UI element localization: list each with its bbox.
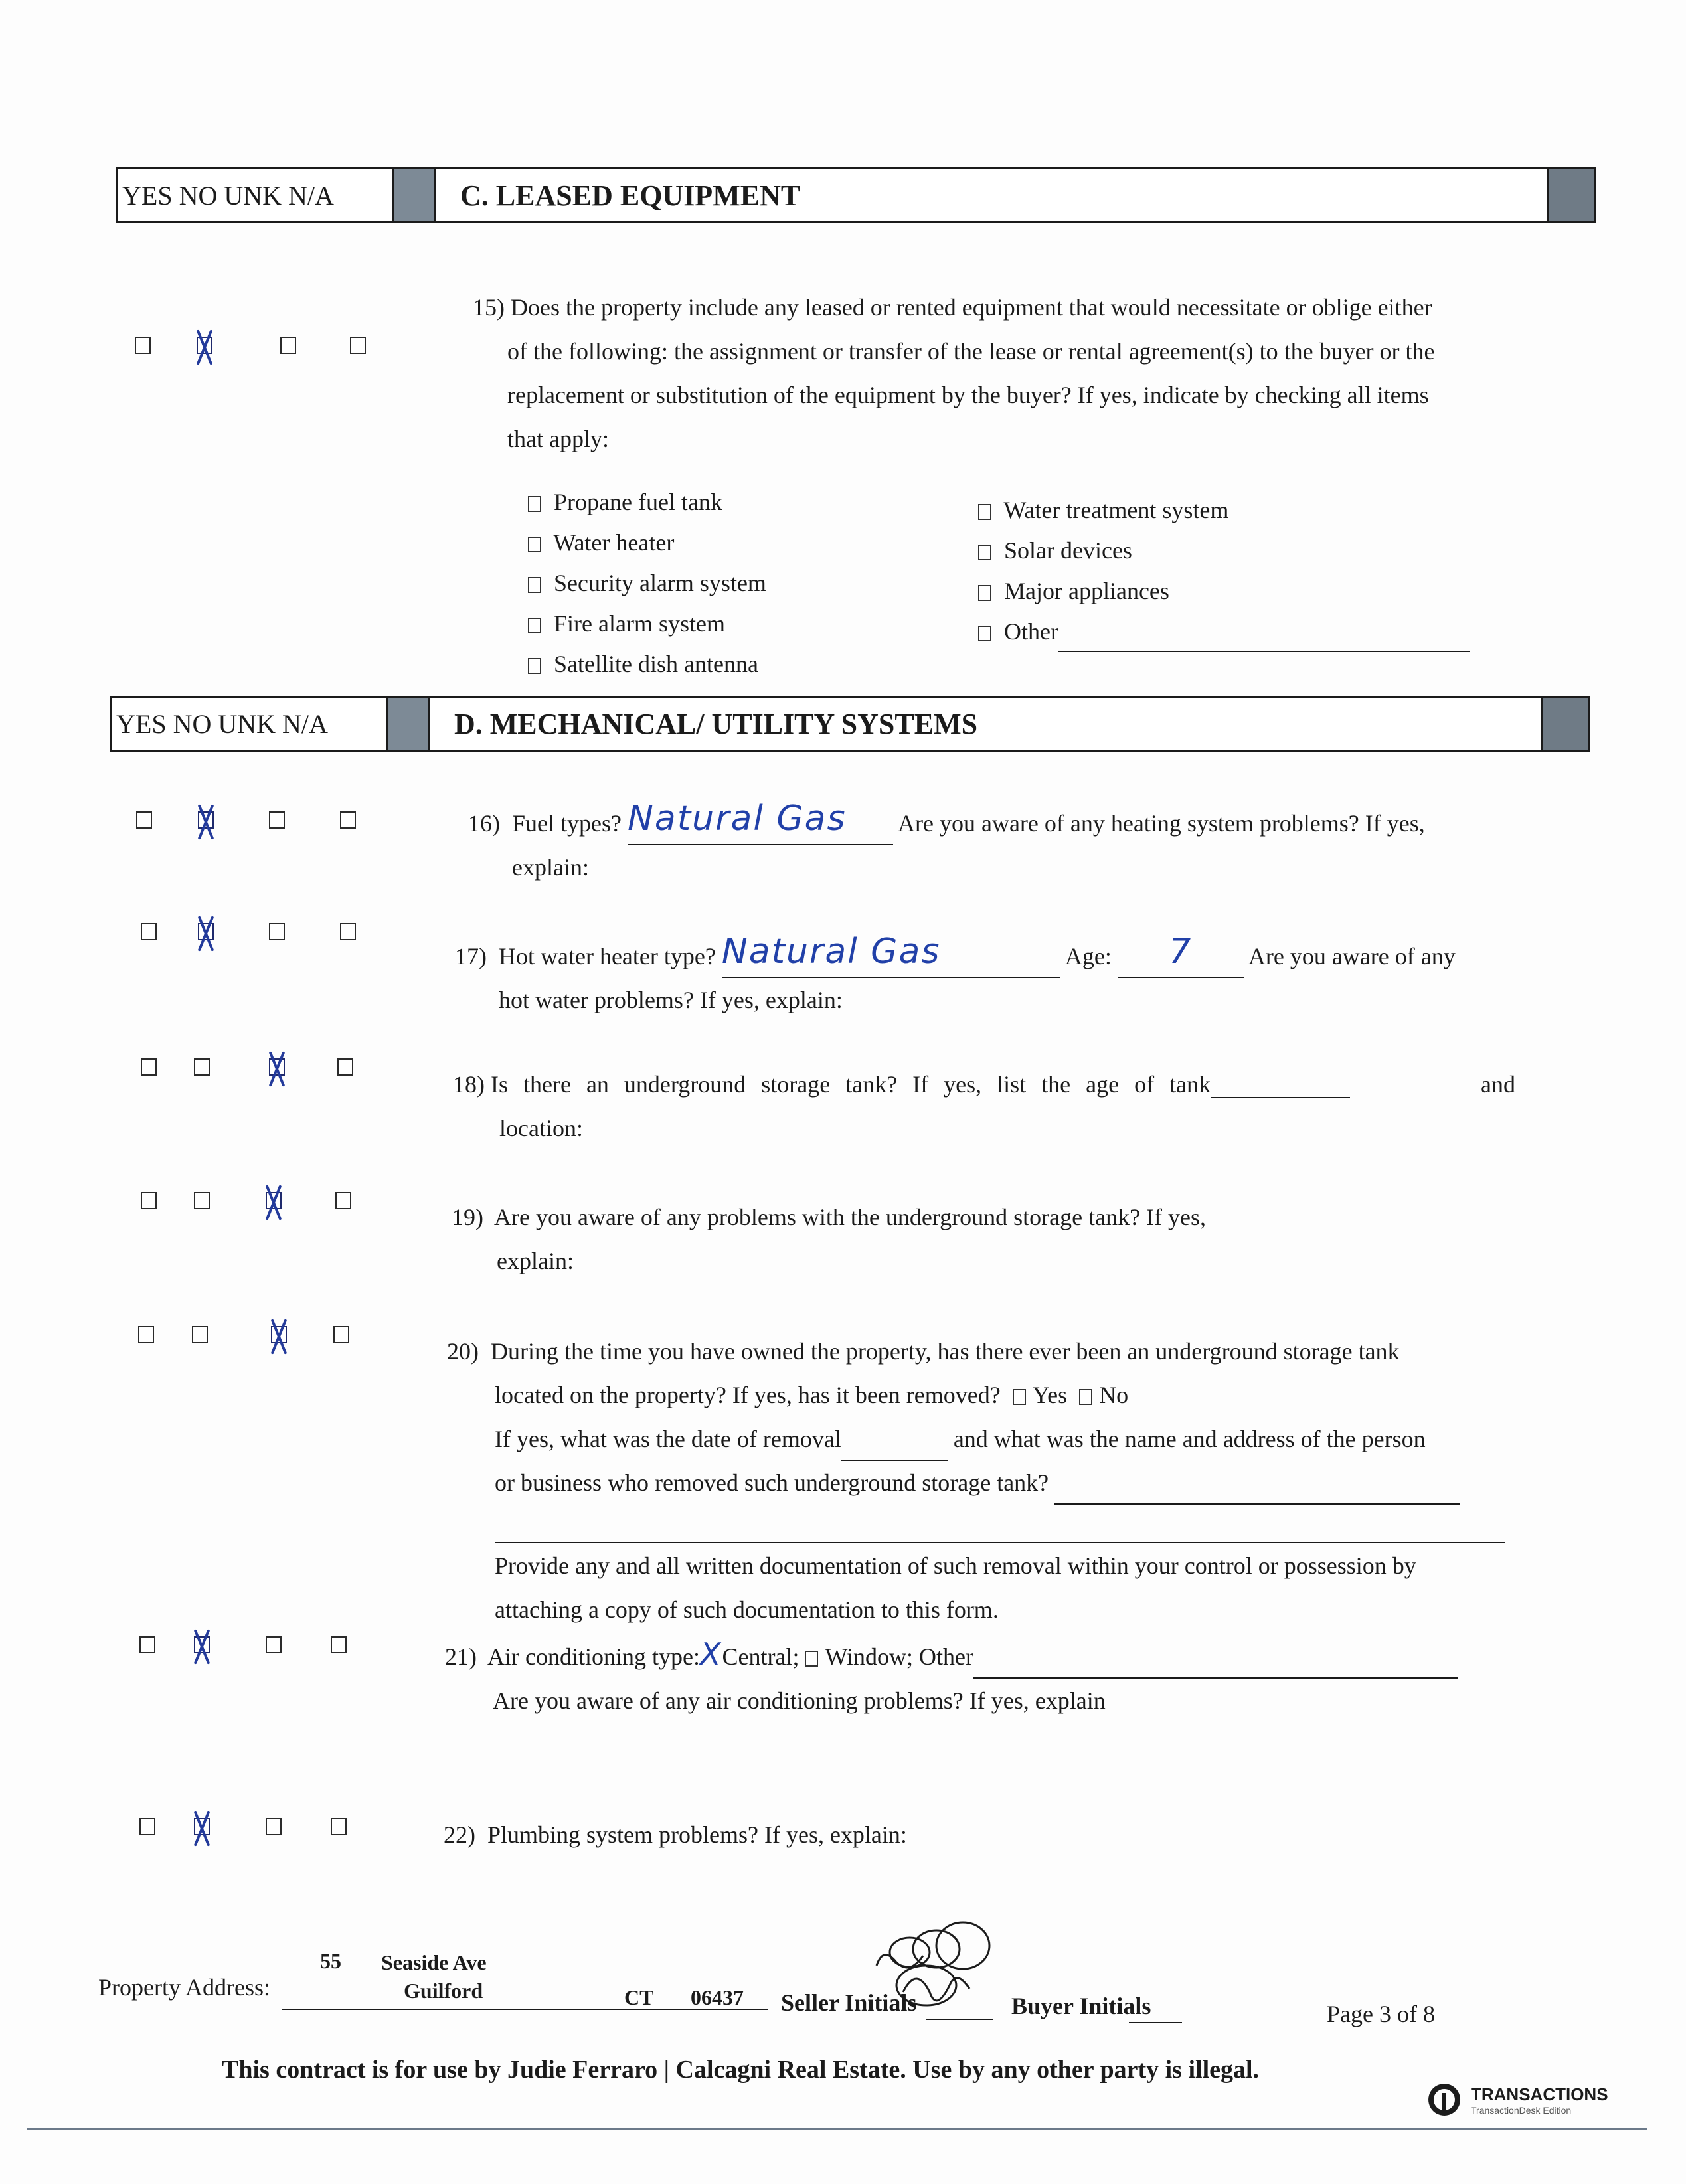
q17-text	[455, 930, 1544, 1022]
q17-age-answer: 7	[1169, 932, 1193, 971]
q17-post: Are you aware of any	[1248, 943, 1456, 969]
q15-no-checkbox[interactable]	[197, 337, 212, 354]
q20-yes-label: Yes	[1032, 1382, 1068, 1408]
option-label: Fire alarm system	[554, 610, 725, 637]
q15-line3: replacement or substitution of the equipment by the buyer? If yes, indicate by checking all items	[507, 382, 1429, 408]
option-checkbox[interactable]	[978, 545, 991, 560]
q16-text	[468, 797, 1544, 889]
q17-age-field[interactable]	[1118, 930, 1244, 978]
q21-no-checkbox[interactable]	[194, 1636, 210, 1653]
q17-unk-checkbox[interactable]	[269, 923, 285, 940]
q16-post: Are you aware of any heating system problems? If yes,	[898, 810, 1425, 837]
q20-line3b: and what was the name and address of the person	[953, 1426, 1426, 1452]
q19-unk-checkbox[interactable]	[266, 1192, 282, 1209]
section-d-header	[110, 696, 1590, 752]
buyer-initials-label: Buyer Initials	[1011, 1993, 1151, 2019]
q15-line1: Does the property include any leased or rented equipment that would necessitate or oblige either	[511, 294, 1432, 321]
option-label: Water heater	[553, 529, 675, 556]
option-security-alarm[interactable]	[528, 563, 766, 604]
q21-window-checkbox[interactable]	[805, 1651, 818, 1667]
q17-no-checkbox[interactable]	[198, 923, 214, 940]
section-c-title: C. LEASED EQUIPMENT	[460, 179, 801, 212]
q17-type-answer: Natural Gas	[721, 932, 941, 971]
logo-subtext: TransactionDesk Edition	[1471, 2104, 1572, 2116]
q16-fuel-answer: Natural Gas	[627, 799, 847, 839]
q19-no-checkbox[interactable]	[194, 1192, 210, 1209]
street-name: Seaside Ave	[381, 1950, 487, 1974]
q20-remover-field[interactable]	[1054, 1470, 1460, 1505]
seller-initials-signature[interactable]	[863, 1899, 1009, 2032]
q19-yes-checkbox[interactable]	[141, 1192, 157, 1209]
q16-unk-checkbox[interactable]	[269, 811, 285, 829]
option-solar[interactable]	[978, 531, 1470, 571]
q21-na-checkbox[interactable]	[331, 1636, 347, 1653]
q20-number: 20)	[447, 1338, 479, 1365]
option-label: Security alarm system	[554, 570, 766, 596]
q15-yes-checkbox[interactable]	[135, 337, 151, 354]
q20-line4: or business who removed such underground storage tank?	[495, 1470, 1049, 1496]
q20-date-field[interactable]	[841, 1426, 948, 1461]
property-address-label: Property Address:	[98, 1974, 270, 2001]
option-checkbox[interactable]	[528, 537, 541, 552]
q19-na-checkbox[interactable]	[335, 1192, 351, 1209]
option-checkbox[interactable]	[978, 504, 991, 520]
q20-na-checkbox[interactable]	[333, 1326, 349, 1343]
q18-number: 18)	[453, 1071, 485, 1098]
q21-central-label: Central;	[722, 1643, 800, 1670]
q20-remover-line-2[interactable]	[495, 1542, 1505, 1543]
q15-line2: of the following: the assignment or transfer of the lease or rental agreement(s) to the buyer or the	[507, 338, 1435, 365]
option-checkbox[interactable]	[978, 585, 991, 601]
option-checkbox[interactable]	[978, 626, 991, 641]
option-label: Satellite dish antenna	[554, 651, 758, 677]
q16-no-checkbox[interactable]	[198, 811, 214, 829]
header-shade	[394, 169, 436, 221]
seller-initials-label: Seller Initials	[781, 1989, 917, 2016]
q18-na-checkbox[interactable]	[337, 1058, 353, 1076]
q19-number: 19)	[452, 1204, 483, 1230]
answer-columns-header: YES NO UNK N/A	[112, 698, 388, 750]
q18-age-field[interactable]	[1211, 1062, 1350, 1098]
q16-na-checkbox[interactable]	[340, 811, 356, 829]
q17-label: Hot water heater type?	[499, 943, 716, 969]
q21-line2: Are you aware of any air conditioning problems? If yes, explain	[493, 1687, 1106, 1714]
q15-line4: that apply:	[507, 426, 609, 452]
street-number: 55	[320, 1949, 341, 1973]
q16-number: 16)	[468, 810, 500, 837]
q18-line1: Is there an underground storage tank? If yes, list the age of tank	[491, 1071, 1211, 1098]
q15-na-checkbox[interactable]	[350, 337, 366, 354]
q18-unk-checkbox[interactable]	[269, 1058, 285, 1076]
q18-text	[453, 1062, 1515, 1150]
q15-options-left	[528, 482, 766, 685]
q18-and: and	[1481, 1071, 1515, 1098]
state: CT	[624, 1985, 654, 2009]
header-shade	[388, 698, 430, 750]
other-fill-line[interactable]	[1058, 651, 1470, 652]
section-d-title: D. MECHANICAL/ UTILITY SYSTEMS	[454, 707, 978, 740]
q19-line1: Are you aware of any problems with the underground storage tank? If yes,	[494, 1204, 1207, 1230]
option-label: Propane fuel tank	[554, 489, 722, 515]
q20-doc-text	[495, 1544, 1531, 1632]
q17-number: 17)	[455, 943, 487, 969]
q22-yes-checkbox[interactable]	[139, 1818, 155, 1835]
q22-unk-checkbox[interactable]	[266, 1818, 282, 1835]
option-propane[interactable]	[528, 482, 766, 523]
q18-no-checkbox[interactable]	[194, 1058, 210, 1076]
q17-line2: hot water problems? If yes, explain:	[499, 987, 843, 1013]
usage-notice: This contract is for use by Judie Ferraro | Calcagni Real Estate. Use by any other party is illegal.	[222, 2056, 1260, 2084]
q20-line1: During the time you have owned the property, has there ever been an underground storage tank	[491, 1338, 1400, 1365]
q21-label: Air conditioning type:	[487, 1643, 700, 1670]
q20-text	[447, 1329, 1509, 1505]
option-checkbox[interactable]	[528, 618, 541, 633]
option-checkbox[interactable]	[528, 577, 541, 593]
q21-yes-checkbox[interactable]	[139, 1636, 155, 1653]
option-label: Other	[1004, 618, 1058, 645]
transactions-logo-icon	[1424, 2080, 1464, 2120]
q16-line2: explain:	[512, 854, 589, 881]
q21-text	[445, 1632, 1521, 1722]
q18-yes-checkbox[interactable]	[141, 1058, 157, 1076]
q17-type-field[interactable]	[722, 930, 1060, 978]
q16-label: Fuel types?	[512, 810, 622, 837]
q20-removed-yes-checkbox[interactable]	[1013, 1389, 1026, 1405]
q22-line1: Plumbing system problems? If yes, explain:	[487, 1821, 907, 1848]
q20-line2: located on the property? If yes, has it been removed?	[495, 1382, 1001, 1408]
q22-na-checkbox[interactable]	[331, 1818, 347, 1835]
page-number: Page 3 of 8	[1327, 2001, 1435, 2027]
option-label: Water treatment system	[1003, 497, 1229, 523]
q15-unk-checkbox[interactable]	[280, 337, 296, 354]
q21-other-field[interactable]	[973, 1644, 1458, 1679]
logo-text: TRANSACTIONS	[1471, 2084, 1608, 2104]
q15-options-right	[978, 490, 1470, 652]
q20-line3a: If yes, what was the date of removal	[495, 1426, 841, 1452]
section-c-header	[116, 167, 1596, 223]
option-major-appliances[interactable]	[978, 571, 1470, 612]
option-other[interactable]	[978, 612, 1470, 652]
transactions-logo	[1424, 2080, 1608, 2120]
header-shade-end	[1541, 698, 1588, 750]
bottom-rule	[27, 2128, 1647, 2130]
answer-columns-header: YES NO UNK N/A	[118, 169, 394, 221]
central-checkmark[interactable]: X	[699, 1636, 722, 1672]
q19-line2: explain:	[497, 1248, 574, 1274]
q20-unk-checkbox[interactable]	[271, 1326, 287, 1343]
q22-no-checkbox[interactable]	[194, 1818, 210, 1835]
q16-fuel-field[interactable]	[628, 797, 893, 845]
q22-number: 22)	[444, 1821, 475, 1848]
option-checkbox[interactable]	[528, 496, 541, 512]
option-label: Major appliances	[1004, 578, 1169, 604]
q20-removed-no-checkbox[interactable]	[1079, 1389, 1092, 1405]
q21-number: 21)	[445, 1643, 477, 1670]
q17-yes-checkbox[interactable]	[141, 923, 157, 940]
q20-no-label: No	[1099, 1382, 1129, 1408]
q20-line6: attaching a copy of such documentation to this form.	[495, 1596, 999, 1623]
option-satellite-dish[interactable]	[528, 644, 766, 685]
option-fire-alarm[interactable]	[528, 604, 766, 644]
q17-na-checkbox[interactable]	[340, 923, 356, 940]
buyer-initials-line	[1129, 2022, 1182, 2023]
q18-line2: location:	[499, 1115, 583, 1141]
q19-text	[452, 1195, 1514, 1283]
option-water-heater[interactable]	[528, 523, 766, 563]
q21-other-label: Other	[919, 1643, 973, 1670]
header-shade-end	[1547, 169, 1594, 221]
q21-unk-checkbox[interactable]	[266, 1636, 282, 1653]
q16-yes-checkbox[interactable]	[136, 811, 152, 829]
q15-text	[473, 286, 1522, 461]
q20-line5: Provide any and all written documentation of such removal within your control or possession by	[495, 1553, 1416, 1579]
q22-text	[444, 1813, 1506, 1857]
option-water-treatment[interactable]	[978, 490, 1470, 531]
q20-no-checkbox[interactable]	[192, 1326, 208, 1343]
option-label: Solar devices	[1004, 537, 1132, 564]
q15-number: 15)	[473, 294, 505, 321]
q21-window-label: Window;	[825, 1643, 914, 1670]
q17-age-label: Age:	[1064, 943, 1112, 969]
city: Guilford	[404, 1979, 483, 2003]
zip: 06437	[691, 1985, 744, 2009]
q20-yes-checkbox[interactable]	[138, 1326, 154, 1343]
option-checkbox[interactable]	[528, 658, 541, 674]
